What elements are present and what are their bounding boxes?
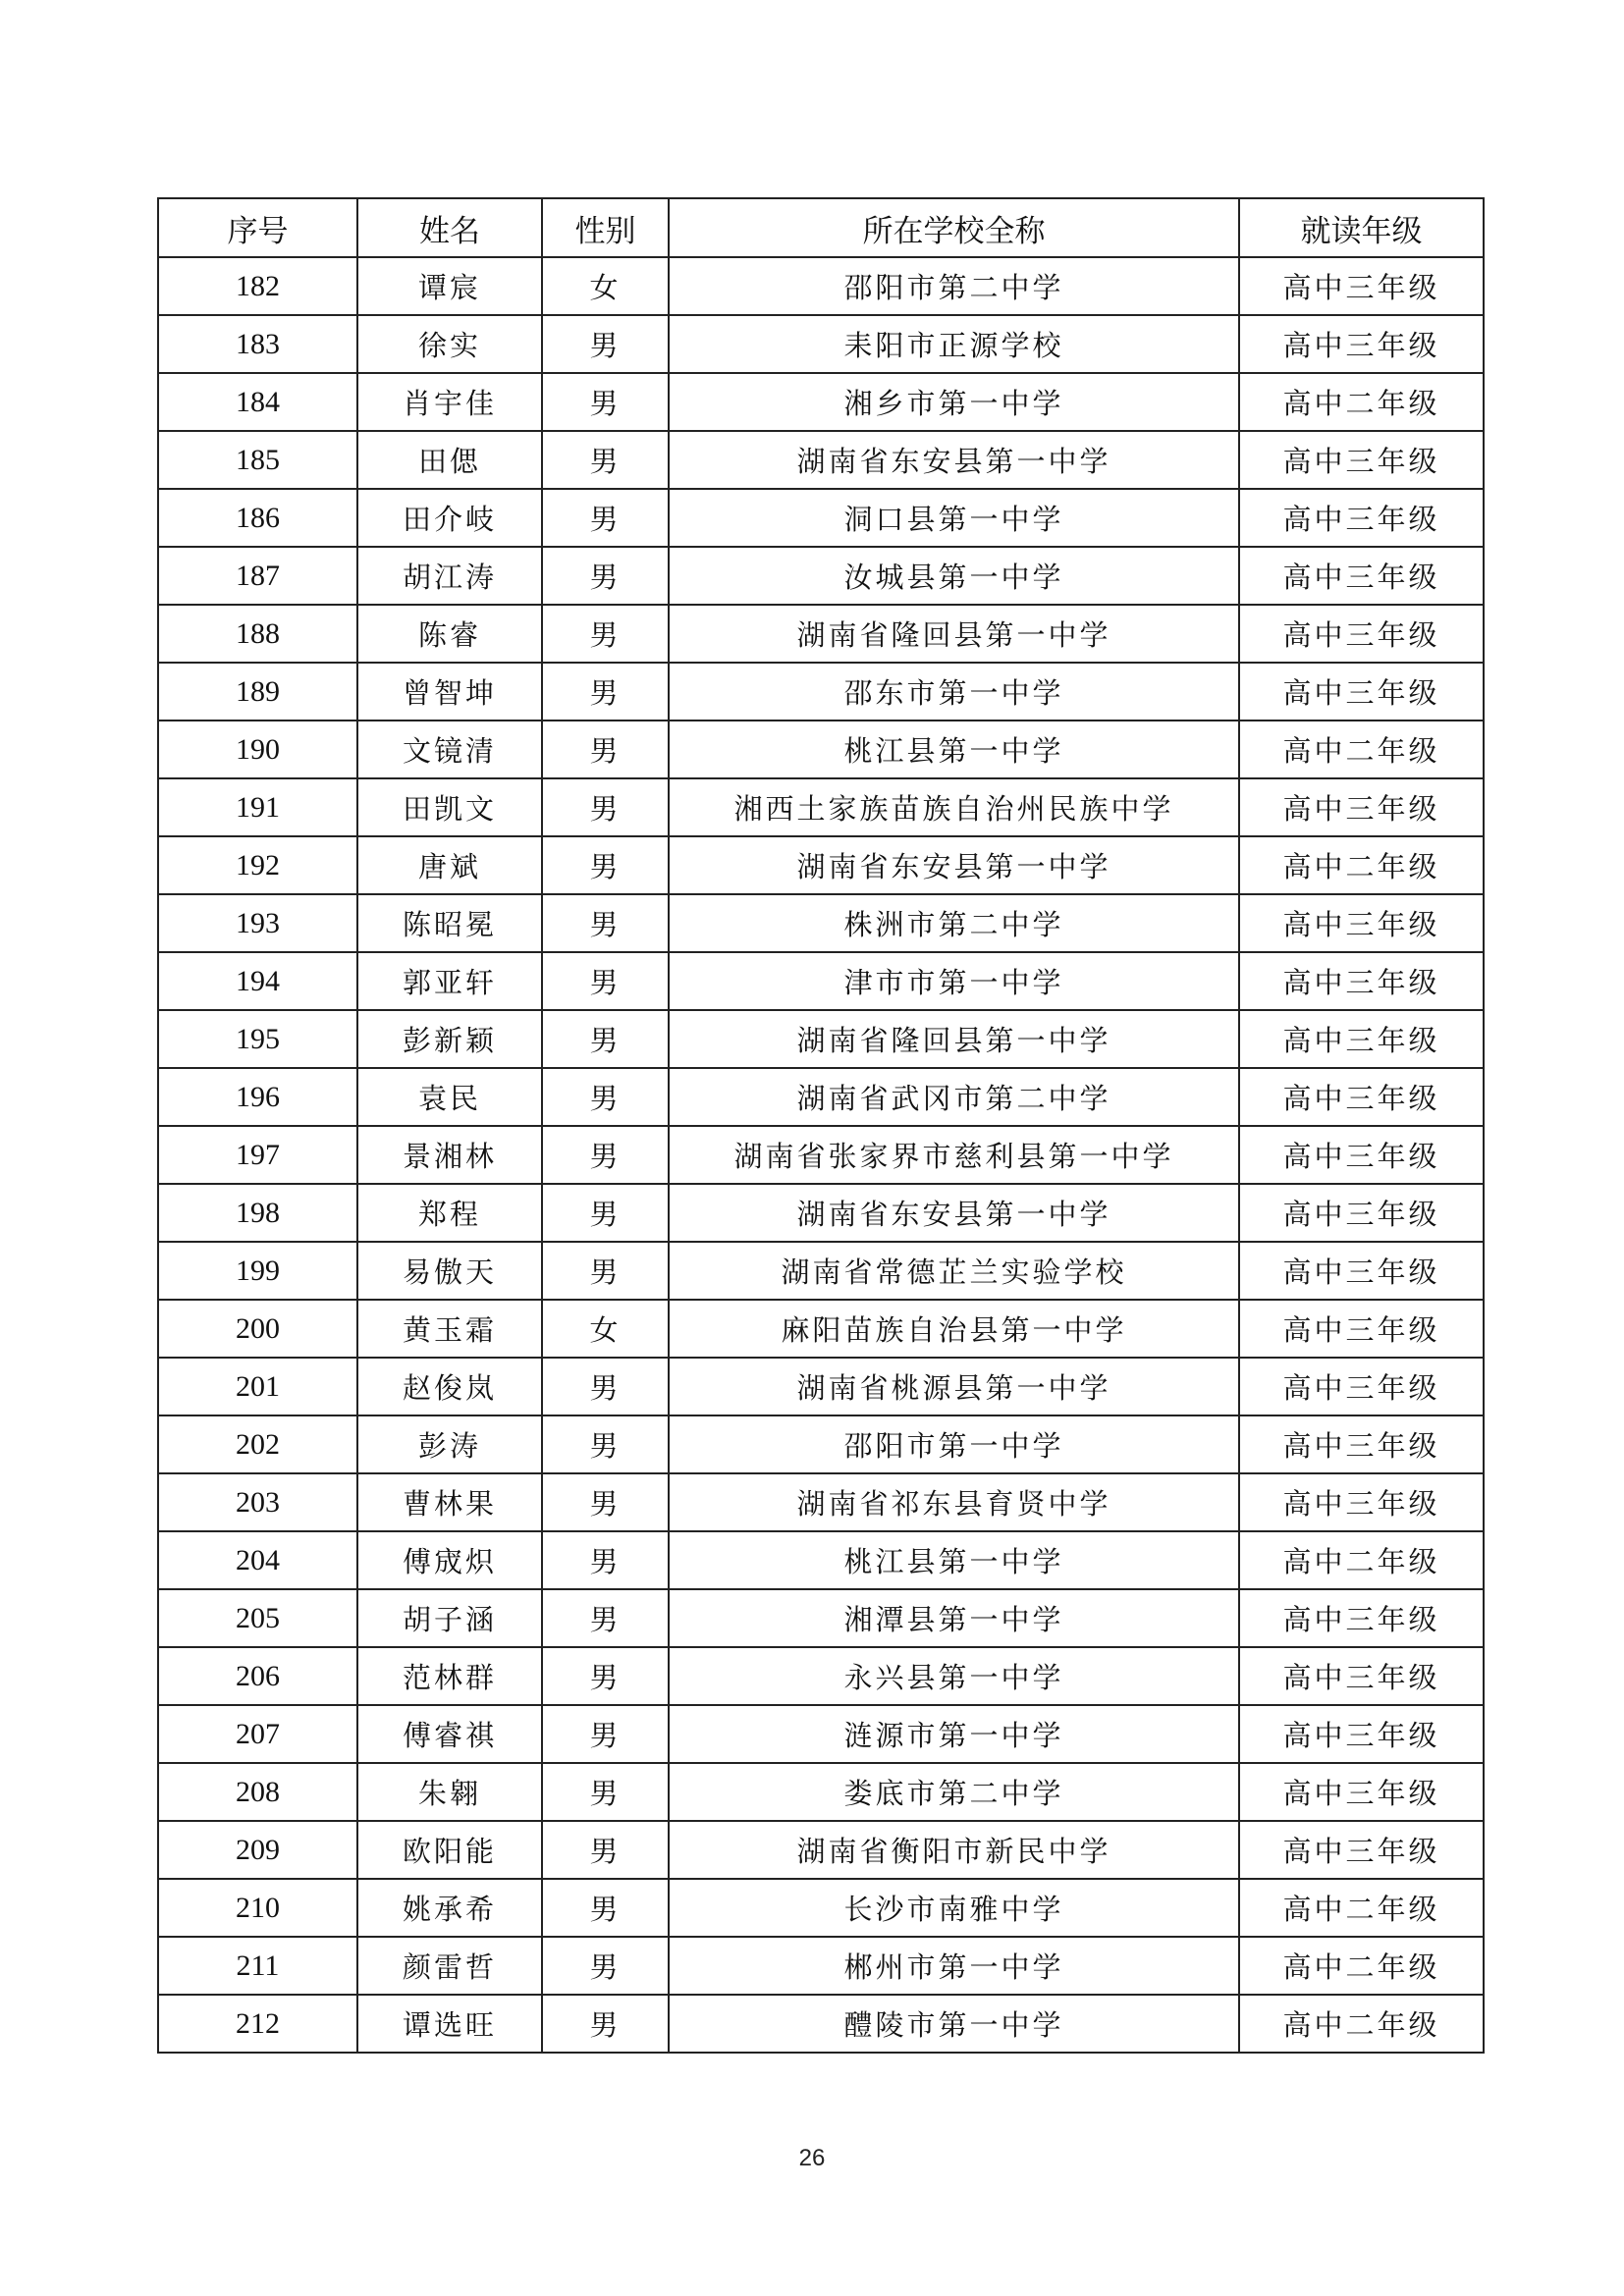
cell-gender: 男 (542, 1879, 669, 1937)
cell-grade: 高中三年级 (1239, 1068, 1484, 1126)
table-row (158, 1705, 1484, 1763)
cell-grade: 高中二年级 (1239, 721, 1484, 778)
cell-serial-number: 190 (158, 721, 357, 778)
table-row (158, 1126, 1484, 1184)
table-row (158, 605, 1484, 663)
cell-grade: 高中三年级 (1239, 1126, 1484, 1184)
table-row (158, 663, 1484, 721)
cell-student-name: 袁民 (357, 1068, 542, 1126)
cell-school-name: 湖南省衡阳市新民中学 (669, 1821, 1239, 1879)
cell-grade: 高中三年级 (1239, 1473, 1484, 1531)
header-gender: 性别 (542, 198, 669, 257)
table-row (158, 1473, 1484, 1531)
table-row (158, 836, 1484, 894)
cell-school-name: 麻阳苗族自治县第一中学 (669, 1300, 1239, 1358)
cell-gender: 女 (542, 257, 669, 315)
cell-school-name: 湘潭县第一中学 (669, 1589, 1239, 1647)
cell-school-name: 桃江县第一中学 (669, 721, 1239, 778)
table-row (158, 1300, 1484, 1358)
cell-school-name: 醴陵市第一中学 (669, 1995, 1239, 2053)
cell-gender: 男 (542, 778, 669, 836)
cell-grade: 高中三年级 (1239, 1358, 1484, 1415)
table-row (158, 1415, 1484, 1473)
cell-serial-number: 194 (158, 952, 357, 1010)
cell-serial-number: 203 (158, 1473, 357, 1531)
cell-student-name: 陈睿 (357, 605, 542, 663)
cell-school-name: 湖南省常德芷兰实验学校 (669, 1242, 1239, 1300)
table-header (158, 198, 1484, 257)
cell-gender: 男 (542, 663, 669, 721)
cell-student-name: 谭选旺 (357, 1995, 542, 2053)
cell-student-name: 文镜清 (357, 721, 542, 778)
cell-school-name: 湖南省隆回县第一中学 (669, 605, 1239, 663)
page-number: 26 (798, 2145, 826, 2171)
cell-serial-number: 212 (158, 1995, 357, 2053)
header-serial-number: 序号 (158, 198, 357, 257)
cell-gender: 男 (542, 489, 669, 547)
cell-serial-number: 200 (158, 1300, 357, 1358)
cell-serial-number: 196 (158, 1068, 357, 1126)
table-row (158, 952, 1484, 1010)
cell-serial-number: 186 (158, 489, 357, 547)
cell-school-name: 涟源市第一中学 (669, 1705, 1239, 1763)
table-row (158, 431, 1484, 489)
table-row (158, 1358, 1484, 1415)
cell-student-name: 朱翱 (357, 1763, 542, 1821)
cell-grade: 高中三年级 (1239, 952, 1484, 1010)
cell-student-name: 郭亚轩 (357, 952, 542, 1010)
cell-grade: 高中三年级 (1239, 1589, 1484, 1647)
cell-student-name: 景湘林 (357, 1126, 542, 1184)
cell-serial-number: 192 (158, 836, 357, 894)
cell-grade: 高中三年级 (1239, 1821, 1484, 1879)
cell-grade: 高中三年级 (1239, 663, 1484, 721)
cell-student-name: 曾智坤 (357, 663, 542, 721)
table-row (158, 721, 1484, 778)
cell-grade: 高中三年级 (1239, 1763, 1484, 1821)
cell-student-name: 欧阳能 (357, 1821, 542, 1879)
cell-serial-number: 201 (158, 1358, 357, 1415)
table-row (158, 257, 1484, 315)
table-row (158, 1531, 1484, 1589)
cell-school-name: 湖南省武冈市第二中学 (669, 1068, 1239, 1126)
cell-grade: 高中三年级 (1239, 1647, 1484, 1705)
table-row (158, 1242, 1484, 1300)
table-row (158, 547, 1484, 605)
cell-school-name: 耒阳市正源学校 (669, 315, 1239, 373)
header-grade: 就读年级 (1239, 198, 1484, 257)
header-name: 姓名 (357, 198, 542, 257)
cell-gender: 男 (542, 547, 669, 605)
cell-school-name: 湖南省东安县第一中学 (669, 836, 1239, 894)
cell-grade: 高中三年级 (1239, 1415, 1484, 1473)
cell-gender: 男 (542, 1589, 669, 1647)
cell-gender: 男 (542, 1242, 669, 1300)
cell-student-name: 肖宇佳 (357, 373, 542, 431)
cell-grade: 高中三年级 (1239, 431, 1484, 489)
cell-grade: 高中三年级 (1239, 778, 1484, 836)
cell-student-name: 田偲 (357, 431, 542, 489)
cell-grade: 高中三年级 (1239, 1300, 1484, 1358)
cell-school-name: 株洲市第二中学 (669, 894, 1239, 952)
cell-student-name: 易傲天 (357, 1242, 542, 1300)
cell-school-name: 湖南省桃源县第一中学 (669, 1358, 1239, 1415)
cell-grade: 高中三年级 (1239, 1010, 1484, 1068)
cell-student-name: 田凯文 (357, 778, 542, 836)
table-row (158, 489, 1484, 547)
cell-school-name: 汝城县第一中学 (669, 547, 1239, 605)
cell-grade: 高中二年级 (1239, 1531, 1484, 1589)
cell-gender: 男 (542, 373, 669, 431)
student-roster-table (157, 197, 1485, 2054)
cell-gender: 男 (542, 1473, 669, 1531)
cell-serial-number: 182 (158, 257, 357, 315)
cell-serial-number: 191 (158, 778, 357, 836)
table-row (158, 1763, 1484, 1821)
cell-grade: 高中二年级 (1239, 1879, 1484, 1937)
cell-student-name: 傅睿祺 (357, 1705, 542, 1763)
cell-gender: 男 (542, 1705, 669, 1763)
table-row (158, 373, 1484, 431)
cell-serial-number: 198 (158, 1184, 357, 1242)
cell-gender: 男 (542, 1821, 669, 1879)
table-row (158, 1879, 1484, 1937)
cell-grade: 高中三年级 (1239, 257, 1484, 315)
cell-grade: 高中三年级 (1239, 605, 1484, 663)
cell-student-name: 郑程 (357, 1184, 542, 1242)
cell-student-name: 傅宬炽 (357, 1531, 542, 1589)
cell-school-name: 桃江县第一中学 (669, 1531, 1239, 1589)
cell-student-name: 徐实 (357, 315, 542, 373)
cell-grade: 高中二年级 (1239, 836, 1484, 894)
table-row (158, 1995, 1484, 2053)
cell-school-name: 邵阳市第一中学 (669, 1415, 1239, 1473)
cell-serial-number: 197 (158, 1126, 357, 1184)
table-row (158, 1010, 1484, 1068)
cell-serial-number: 188 (158, 605, 357, 663)
cell-serial-number: 184 (158, 373, 357, 431)
cell-school-name: 湖南省祁东县育贤中学 (669, 1473, 1239, 1531)
table-row (158, 1937, 1484, 1995)
cell-student-name: 彭涛 (357, 1415, 542, 1473)
cell-school-name: 湘西土家族苗族自治州民族中学 (669, 778, 1239, 836)
table-row (158, 778, 1484, 836)
table-row (158, 1821, 1484, 1879)
cell-serial-number: 187 (158, 547, 357, 605)
cell-student-name: 范林群 (357, 1647, 542, 1705)
cell-school-name: 湖南省东安县第一中学 (669, 431, 1239, 489)
cell-grade: 高中三年级 (1239, 1184, 1484, 1242)
cell-gender: 男 (542, 1184, 669, 1242)
cell-student-name: 谭宸 (357, 257, 542, 315)
cell-gender: 男 (542, 1126, 669, 1184)
cell-school-name: 永兴县第一中学 (669, 1647, 1239, 1705)
cell-student-name: 颜雷哲 (357, 1937, 542, 1995)
cell-serial-number: 206 (158, 1647, 357, 1705)
cell-serial-number: 209 (158, 1821, 357, 1879)
cell-school-name: 湖南省张家界市慈利县第一中学 (669, 1126, 1239, 1184)
cell-serial-number: 199 (158, 1242, 357, 1300)
table-body (158, 257, 1484, 2053)
cell-gender: 男 (542, 1531, 669, 1589)
cell-grade: 高中二年级 (1239, 373, 1484, 431)
cell-gender: 男 (542, 315, 669, 373)
cell-serial-number: 185 (158, 431, 357, 489)
cell-serial-number: 195 (158, 1010, 357, 1068)
cell-student-name: 曹林果 (357, 1473, 542, 1531)
cell-student-name: 赵俊岚 (357, 1358, 542, 1415)
cell-school-name: 湘乡市第一中学 (669, 373, 1239, 431)
cell-grade: 高中三年级 (1239, 1705, 1484, 1763)
cell-grade: 高中三年级 (1239, 489, 1484, 547)
cell-school-name: 津市市第一中学 (669, 952, 1239, 1010)
header-school-full-name: 所在学校全称 (669, 198, 1239, 257)
cell-school-name: 洞口县第一中学 (669, 489, 1239, 547)
cell-gender: 男 (542, 1937, 669, 1995)
header-row (158, 198, 1484, 257)
cell-gender: 男 (542, 836, 669, 894)
cell-student-name: 陈昭冕 (357, 894, 542, 952)
cell-school-name: 长沙市南雅中学 (669, 1879, 1239, 1937)
cell-school-name: 湖南省隆回县第一中学 (669, 1010, 1239, 1068)
cell-grade: 高中二年级 (1239, 1995, 1484, 2053)
cell-school-name: 娄底市第二中学 (669, 1763, 1239, 1821)
cell-gender: 男 (542, 1647, 669, 1705)
table-row (158, 1589, 1484, 1647)
cell-student-name: 彭新颖 (357, 1010, 542, 1068)
cell-student-name: 唐斌 (357, 836, 542, 894)
cell-serial-number: 207 (158, 1705, 357, 1763)
cell-gender: 男 (542, 952, 669, 1010)
cell-gender: 男 (542, 1010, 669, 1068)
cell-student-name: 胡子涵 (357, 1589, 542, 1647)
cell-school-name: 邵东市第一中学 (669, 663, 1239, 721)
cell-gender: 男 (542, 1068, 669, 1126)
cell-school-name: 湖南省东安县第一中学 (669, 1184, 1239, 1242)
cell-student-name: 黄玉霜 (357, 1300, 542, 1358)
cell-serial-number: 208 (158, 1763, 357, 1821)
cell-serial-number: 202 (158, 1415, 357, 1473)
cell-serial-number: 183 (158, 315, 357, 373)
cell-grade: 高中三年级 (1239, 315, 1484, 373)
cell-grade: 高中二年级 (1239, 1937, 1484, 1995)
table-row (158, 1068, 1484, 1126)
cell-gender: 男 (542, 1358, 669, 1415)
cell-serial-number: 205 (158, 1589, 357, 1647)
cell-serial-number: 193 (158, 894, 357, 952)
cell-gender: 男 (542, 1763, 669, 1821)
table-row (158, 1184, 1484, 1242)
cell-grade: 高中三年级 (1239, 1242, 1484, 1300)
cell-school-name: 郴州市第一中学 (669, 1937, 1239, 1995)
cell-student-name: 姚承希 (357, 1879, 542, 1937)
cell-serial-number: 204 (158, 1531, 357, 1589)
cell-grade: 高中三年级 (1239, 894, 1484, 952)
cell-gender: 女 (542, 1300, 669, 1358)
cell-gender: 男 (542, 1995, 669, 2053)
table-row (158, 315, 1484, 373)
cell-grade: 高中三年级 (1239, 547, 1484, 605)
cell-gender: 男 (542, 431, 669, 489)
cell-serial-number: 211 (158, 1937, 357, 1995)
table-row (158, 894, 1484, 952)
cell-serial-number: 210 (158, 1879, 357, 1937)
cell-gender: 男 (542, 894, 669, 952)
cell-gender: 男 (542, 721, 669, 778)
cell-serial-number: 189 (158, 663, 357, 721)
cell-gender: 男 (542, 605, 669, 663)
cell-student-name: 田介岐 (357, 489, 542, 547)
cell-school-name: 邵阳市第二中学 (669, 257, 1239, 315)
table-row (158, 1647, 1484, 1705)
cell-student-name: 胡江涛 (357, 547, 542, 605)
cell-gender: 男 (542, 1415, 669, 1473)
